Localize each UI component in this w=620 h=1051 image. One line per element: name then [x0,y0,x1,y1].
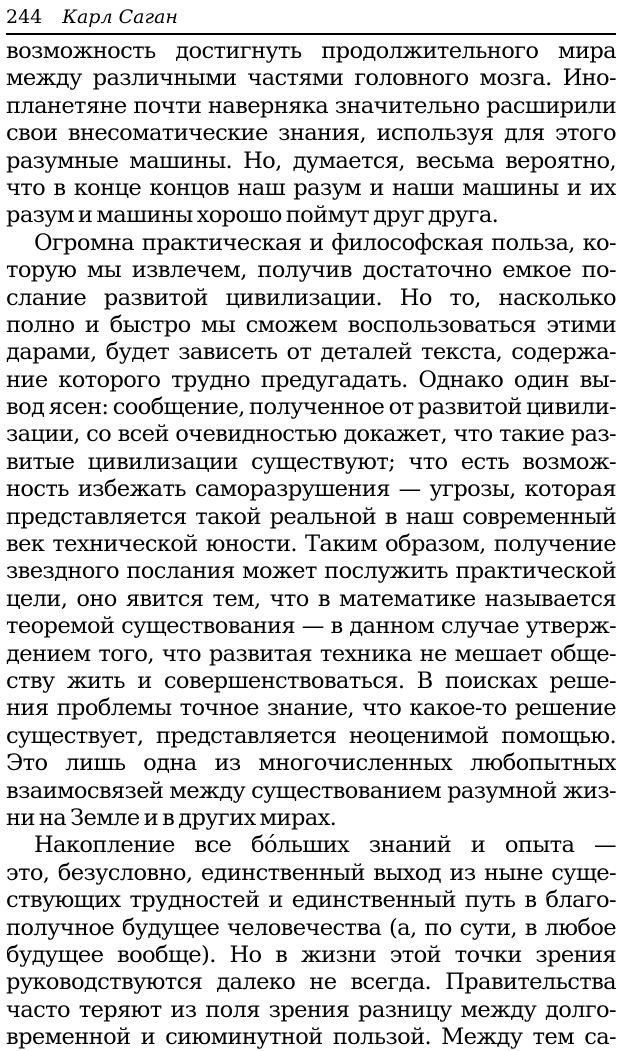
text-line: торую мы извлечем, получив достаточно емкое по- [6,257,616,284]
text-line: это, безусловно, единственный выход из ныне суще- [6,859,616,886]
page-number: 244 [6,6,43,28]
text-line: представляется такой реальной в наш современный [6,503,616,530]
page-header [6,0,614,32]
text-line: цели, оно явится тем, что в математике называется [6,585,616,612]
text-line: зации, со всей очевидностью докажет, что такие раз- [6,421,616,448]
text-line: Это лишь одна из многочисленных любопытных [6,750,616,777]
text-line: взаимосвязей между существованием разумной жиз- [6,777,616,804]
text-line: ствующих трудностей и единственный путь в благо- [6,887,616,914]
text-line: ни на Земле и в других мирах. [6,804,337,831]
text-line: часто теряют из поля зрения разницу между долго- [6,996,616,1023]
text-line: звездного послания может послужить практической [6,558,616,585]
text-line: руководствуются далеко не всегда. Правительства [6,969,616,996]
text-line: получное будущее человечества (а, по сути, в любое [6,914,616,941]
header-rule [6,33,616,35]
text-line: возможность достигнуть продолжительного мира [6,38,616,64]
text-line: полно и быстро мы сможем воспользоваться этими [6,311,616,338]
text-line: ния проблемы точное знание, что какое-то решение [6,695,616,722]
text-line: век технической юности. Таким образом, получение [6,531,616,558]
text-line: разумные машины. Но, думается, весьма вероятно, [6,147,616,174]
paragraph-first-line: Огромна практическая и философская польза, ко- [34,229,616,256]
text-line: свои внесоматические знания, используя для этого [6,120,616,147]
text-line: планетяне почти наверняка значительно расширили [6,92,616,119]
text-line: теоремой существования — в данном случае утверж- [6,613,616,640]
text-line: временной и сиюминутной пользой. Между тем са- [6,1024,616,1051]
text-line: ность избежать саморазрушения — угрозы, которая [6,476,616,503]
text-line: вод ясен: сообщение, полученное от развитой цивили- [6,394,616,421]
paragraph-first-line: Накопление все бóльших знаний и опыта — [34,832,616,859]
running-head: Карл Саган [62,6,178,28]
text-line: дением того, что развитая техника не мешает обще- [6,640,616,667]
text-line: будущее вообще). Но в жизни этой точки зрения [6,941,616,968]
text-line: витые цивилизации существуют; что есть возмож- [6,448,616,475]
text-line: что в конце концов наш разум и наши машины и их [6,174,616,201]
text-line: существует, представляется неоценимой помощью. [6,722,616,749]
text-line: ние которого трудно предугадать. Однако один вы- [6,366,616,393]
text-line: между различными частями головного мозга. Ино- [6,65,616,92]
text-line: дарами, будет зависеть от деталей текста, содержа- [6,339,616,366]
body-text [6,38,616,1051]
text-line: разум и машины хорошо поймут друг друга. [6,202,499,229]
text-line: слание развитой цивилизации. Но то, насколько [6,284,616,311]
text-line: ству жить и совершенствоваться. В поисках реше- [6,667,616,694]
